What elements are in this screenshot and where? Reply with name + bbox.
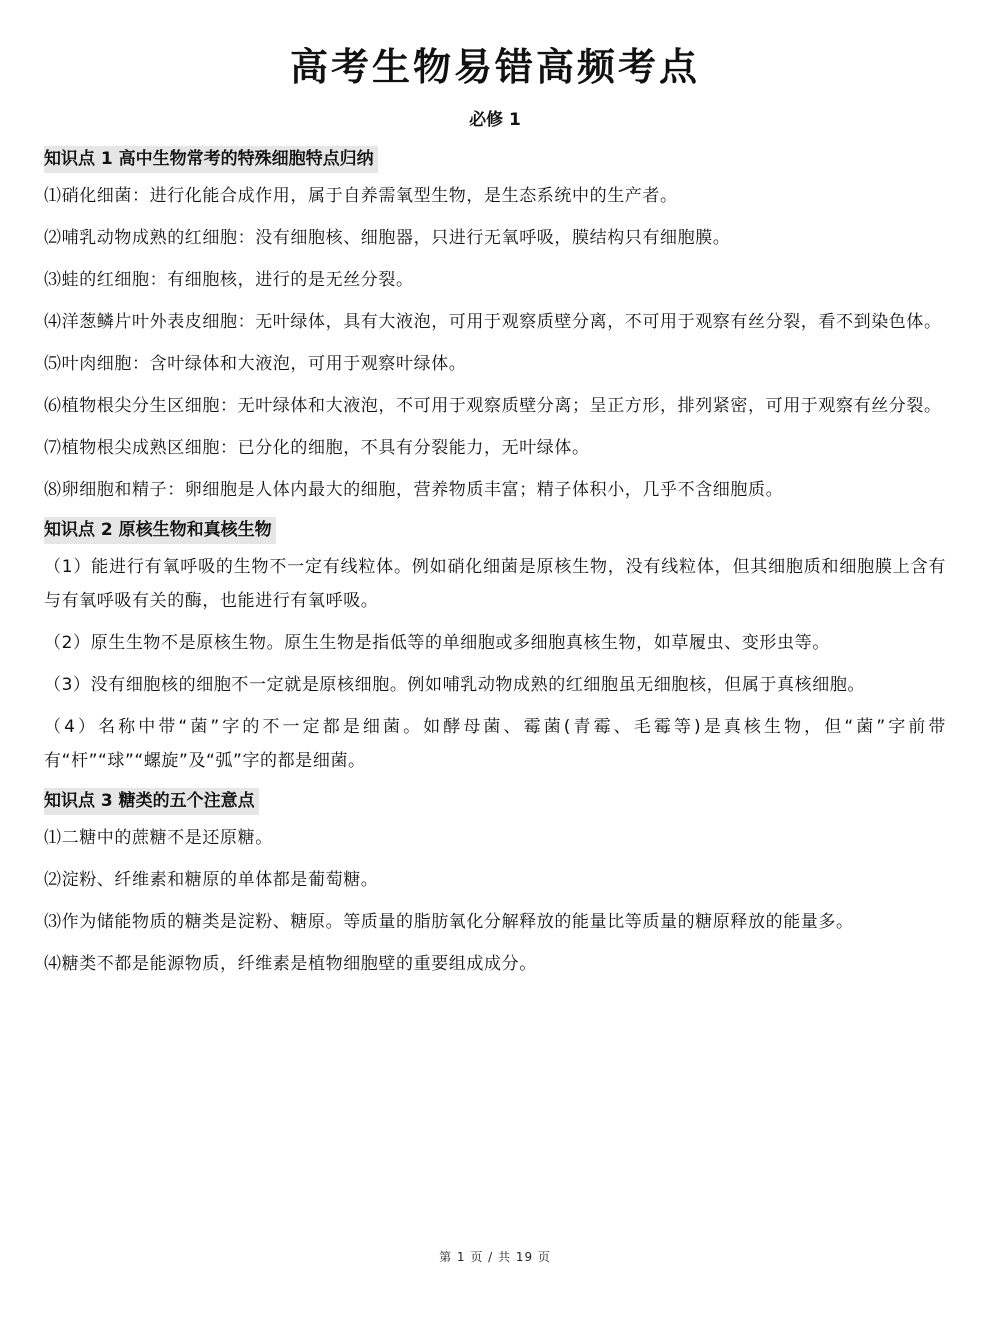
list-item: ⑸叶肉细胞：含叶绿体和大液泡，可用于观察叶绿体。 (44, 354, 467, 374)
list-item: ⑹植物根尖分生区细胞：无叶绿体和大液泡，不可用于观察质壁分离；呈正方形，排列紧密，可用于观察有丝分裂。 (44, 396, 942, 416)
list-item: ⑷洋葱鳞片叶外表皮细胞：无叶绿体，具有大液泡，可用于观察质壁分离，不可用于观察有丝分裂，看不到染色体。 (44, 312, 942, 332)
section-3 (44, 788, 946, 981)
list-item: ⑴硝化细菌：进行化能合成作用，属于自养需氧型生物，是生态系统中的生产者。 (44, 186, 678, 206)
list-item: ⑵淀粉、纤维素和糖原的单体都是葡萄糖。 (44, 870, 379, 890)
section-heading: 知识点 1 高中生物常考的特殊细胞特点归纳 (44, 146, 378, 173)
section-heading: 知识点 2 原核生物和真核生物 (44, 517, 276, 544)
list-item: ⑷糖类不都是能源物质，纤维素是植物细胞壁的重要组成成分。 (44, 954, 537, 974)
list-item: ⑴二糖中的蔗糖不是还原糖。 (44, 828, 273, 848)
document-title: 高考生物易错高频考点 (289, 45, 700, 89)
list-item: （4）名称中带“菌”字的不一定都是细菌。如酵母菌、霉菌(青霉、毛霉等)是真核生物，但“菌”字前带有“杆”“球”“螺旋”及“弧”字的都是细菌。 (44, 717, 946, 771)
page-footer: 第 1 页 / 共 19 页 (439, 1250, 551, 1264)
section-heading: 知识点 3 糖类的五个注意点 (44, 788, 259, 815)
list-item: （3）没有细胞核的细胞不一定就是原核细胞。例如哺乳动物成熟的红细胞虽无细胞核，但属于真核细胞。 (44, 675, 866, 695)
list-item: （2）原生生物不是原核生物。原生生物是指低等的单细胞或多细胞真核生物，如草履虫、变形虫等。 (44, 633, 830, 653)
section-2 (44, 517, 946, 778)
list-item: ⑵哺乳动物成熟的红细胞：没有细胞核、细胞器，只进行无氧呼吸，膜结构只有细胞膜。 (44, 228, 731, 248)
section-1 (44, 146, 946, 507)
document-subtitle: 必修 1 (469, 110, 521, 130)
list-item: ⑶作为储能物质的糖类是淀粉、糖原。等质量的脂肪氧化分解释放的能量比等质量的糖原释放的能量多。 (44, 912, 854, 932)
list-item: ⑶蛙的红细胞：有细胞核，进行的是无丝分裂。 (44, 270, 414, 290)
list-item: ⑺植物根尖成熟区细胞：已分化的细胞，不具有分裂能力，无叶绿体。 (44, 438, 590, 458)
list-item: ⑻卵细胞和精子：卵细胞是人体内最大的细胞，营养物质丰富；精子体积小，几乎不含细胞质。 (44, 480, 784, 500)
list-item: （1）能进行有氧呼吸的生物不一定有线粒体。例如硝化细菌是原核生物，没有线粒体，但其细胞质和细胞膜上含有与有氧呼吸有关的酶，也能进行有氧呼吸。 (44, 557, 946, 611)
